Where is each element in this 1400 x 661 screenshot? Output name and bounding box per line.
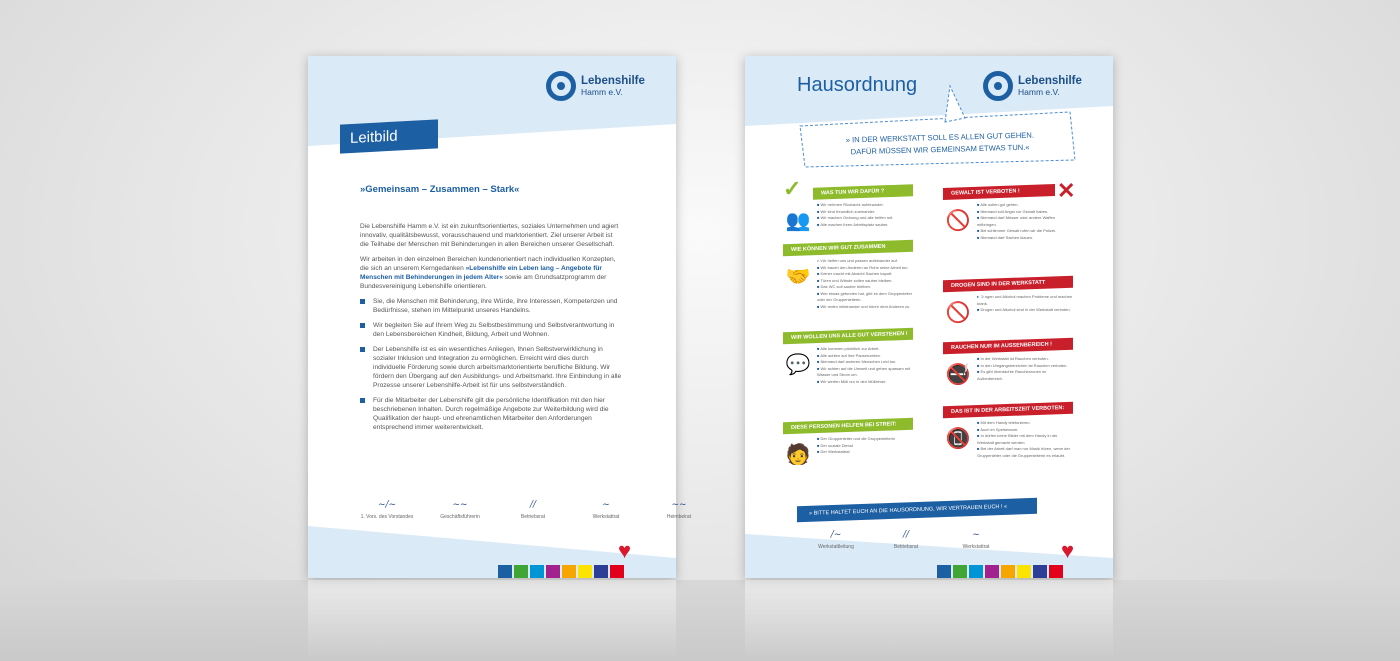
floor bbox=[0, 580, 1400, 661]
section-green-3: WIR WOLLEN UNS ALLE GUT VERSTEHEN ! 💬 ■ Alle kommen pünktlich zur Arbeit. ■ Alle achten auf ihre Pausenzeiten. ■ Niemand darf anderen Menschen Leid tun. ■ Wir achten auf die Umwelt und gehen sparsam mit Wasser und Strom um. ■ Wir werfen Müll nur in den Mülleimer. bbox=[783, 330, 913, 385]
tagline: »Gemeinsam – Zusammen – Stark« bbox=[360, 184, 520, 195]
signature-label: 1. Vors. des Vorstandes bbox=[360, 514, 414, 520]
no-phone-icon: 📵 bbox=[945, 427, 971, 450]
section-green-2: WIE KÖNNEN WIR GUT ZUSAMMEN ARBEITEN ? 🤝 ■ Wir helfen uns und passen aufeinander auf. ■ Wir bauen den Anderen an Ruhe seine Arbeit tun. ■ Keiner macht mit Absicht Sachen kaputt. ■ Türen und Wände sollen sauber bleiben. ■ Das WC soll sauber bleiben. ■ Wer etwas gefunden hat, gibt es dem Gruppenleiter oder der Gruppenleiterin. ■ Wir reden miteinander und hören dem Anderen zu. bbox=[783, 242, 913, 310]
no-smoking-icon: 🚭 bbox=[945, 363, 971, 386]
list-item: Der Lebenshilfe ist es ein wesentliches Anliegen, Ihnen Selbstverwirklichung in sozialer Inklusion und Integration zu ermöglichen. Erreicht wird dies durch individuelle Förderung sowie durch arbeitsmarktorientierte berufliche Bildung. Wir fördern den Übergang auf den Ausbildungs- und Arbeitsmarkt. Ihre Einbindung in alle Prozesse unserer Lebenshilfe-Arbeit ist für uns selbstverständlich. bbox=[360, 345, 622, 390]
figures-icon: 🧑 bbox=[785, 443, 811, 466]
signature-label: Heimbeirat bbox=[666, 514, 692, 520]
section-red-2: DROGEN SIND IN DER WERKSTATT VERBOTEN ! 🚫 ■ Drogen und Alkohol machen Probleme und machen krank. ■ Drogen und Alkohol sind in der Werkstatt verboten. bbox=[943, 278, 1073, 330]
signature-label: Werkstattrat bbox=[592, 514, 620, 520]
logo-icon bbox=[546, 71, 576, 101]
logo-sub: Hamm e.V. bbox=[1018, 87, 1060, 97]
reflection bbox=[308, 580, 676, 661]
signature-label: Betriebsrat bbox=[893, 544, 919, 550]
logo-icon bbox=[983, 71, 1013, 101]
rules-banner: » BITTE HALTET EUCH AN DIE HAUSORDNUNG, WIR VERTRAUEN EUCH ! « bbox=[797, 498, 1037, 522]
heart-icon: ♥ bbox=[618, 538, 632, 563]
figures-icon: 👥 bbox=[785, 209, 811, 232]
signatures: ~/~ 1. Vors. des Vorstandes ~~ Geschäftsführerin // Betriebsrat ~ Werkstattrat ~~ Heimbeirat bbox=[358, 496, 708, 520]
list-item: Sie, die Menschen mit Behinderung, ihre Würde, ihre Interessen, Kompetenzen und Bedürfnisse, stehen im Mittelpunkt unseres Handelns. bbox=[360, 297, 622, 315]
figures-icon: 🤝 bbox=[785, 265, 811, 288]
leitbild-page bbox=[308, 56, 692, 578]
signature-label: Geschäftsführerin bbox=[440, 514, 480, 520]
color-squares bbox=[498, 565, 624, 578]
intro-paragraph: Die Lebenshilfe Hamm e.V. ist ein zukunftsorientiertes, soziales Unternehmen und agiert innovativ, qualitätsbewusst, vorausschauend und marktorientiert. Ziel unserer Arbeit ist die Teilhabe der Menschen mit Behinderungen in allen Bereichen unserer Gesellschaft. bbox=[360, 223, 619, 248]
hausordnung-page bbox=[745, 56, 1113, 578]
signature-label: Werkstattleitung bbox=[818, 544, 854, 550]
no-violence-icon: 🚫 bbox=[945, 209, 971, 232]
color-squares bbox=[937, 565, 1063, 578]
heart-icon: ♥ bbox=[1061, 538, 1075, 563]
signature-label: Betriebsrat bbox=[520, 514, 546, 520]
section-red-1: GEWALT IST VERBOTEN ! 🚫 ■ Alle sollen gut gehen. ■ Niemand soll Angst vor Gewalt haben. ■ Niemand darf Messer oder andere Waffen mitbringen. ■ Bei schlimmer Gewalt rufen wir die Polizei. ■ Niemand darf Sachen klauen. bbox=[943, 186, 1073, 241]
section-green-1: WAS TUN WIR DAFÜR ? 👥 ■ Wir nehmen Rücksicht aufeinander. ■ Wir sind freundlich zueinander. ■ Wir machen Ordnung und alle helfen mit. ■ Alle machen ihren Arbeitsplatz sauber. bbox=[783, 186, 913, 238]
leitbild-title: Leitbild bbox=[340, 119, 438, 153]
hausordnung-title: Hausordnung bbox=[797, 74, 918, 96]
quote-box: » IN DER WERKSTATT SOLL ES ALLEN GUT GEHEN. DAFÜR MÜSSEN WIR GEMEINSAM ETWAS TUN.« bbox=[845, 130, 1035, 157]
list-item: Für die Mitarbeiter der Lebenshilfe gilt die persönliche Identifikation mit den hier beschriebenen Inhalten. Durch regelmäßige Angebote zur Weiterbildung wird die Qualifikation der haupt- und ehrenamtlichen Mitarbeiter den Anforderungen entsprechend immer weiterentwickelt. bbox=[360, 396, 622, 432]
concept-paragraph: Wir arbeiten in den einzelnen Bereichen kundenorientiert nach individuellen Konzepten, die sich an unserem Kerngedanken »Lebenshilfe ein Leben lang – Angebote für Menschen mit Behinderungen in jedem Alter« sowie am Grundsatzprogramm der Bundesvereinigung Lebenshilfe orientieren. bbox=[360, 256, 616, 290]
figures-icon: 💬 bbox=[785, 353, 811, 376]
lebenshilfe-logo bbox=[983, 71, 1082, 101]
section-red-4: DAS IST IN DER ARBEITSZEIT VERBOTEN: 📵 ■ Mit dem Handy telefonieren. ■ Auch im Speiseraum. ■ In dürfen keine Bilder mit dem Handy in der Werkstatt gemacht werden. ■ Bei der Arbeit darf man nur Musik hören, wenn der Gruppenleiter oder die Gruppenleiterin es erlaubt. bbox=[943, 404, 1073, 459]
signatures: /~ Werkstattleitung // Betriebsrat ~ Werkstattrat bbox=[807, 526, 1005, 550]
logo-name: Lebenshilfe bbox=[1018, 75, 1082, 87]
section-green-4: DIESE PERSONEN HELFEN BEI STREIT: 🧑 ■ Der Gruppenleiter und die Gruppenleiterin ■ Der soziale Dienst ■ Der Werkstattrat bbox=[783, 420, 913, 472]
logo-name: Lebenshilfe bbox=[581, 75, 645, 87]
signature-label: Werkstattrat bbox=[962, 544, 990, 550]
section-red-3: RAUCHEN NUR IM AUSSENBEREICH ! 🚭 ■ In der Werkstatt ist Rauchen verboten. ■ In den Umgangsbereichen ist Rauchen verboten. ■ Es gibt überdachte Raucherzonen im Außenbereich. bbox=[943, 340, 1073, 392]
list-item: Wir begleiten Sie auf Ihrem Weg zu Selbstbestimmung und Selbstverantwortung in den Lebensbereichen Kindheit, Bildung, Arbeit und Wohnen. bbox=[360, 321, 622, 339]
logo-sub: Hamm e.V. bbox=[581, 87, 623, 97]
lebenshilfe-logo bbox=[546, 71, 645, 101]
reflection bbox=[745, 580, 1113, 661]
cross-icon: ✕ bbox=[1057, 178, 1076, 203]
no-drugs-icon: 🚫 bbox=[945, 301, 971, 324]
leitbild-body bbox=[360, 222, 622, 438]
check-icon: ✓ bbox=[783, 176, 802, 201]
